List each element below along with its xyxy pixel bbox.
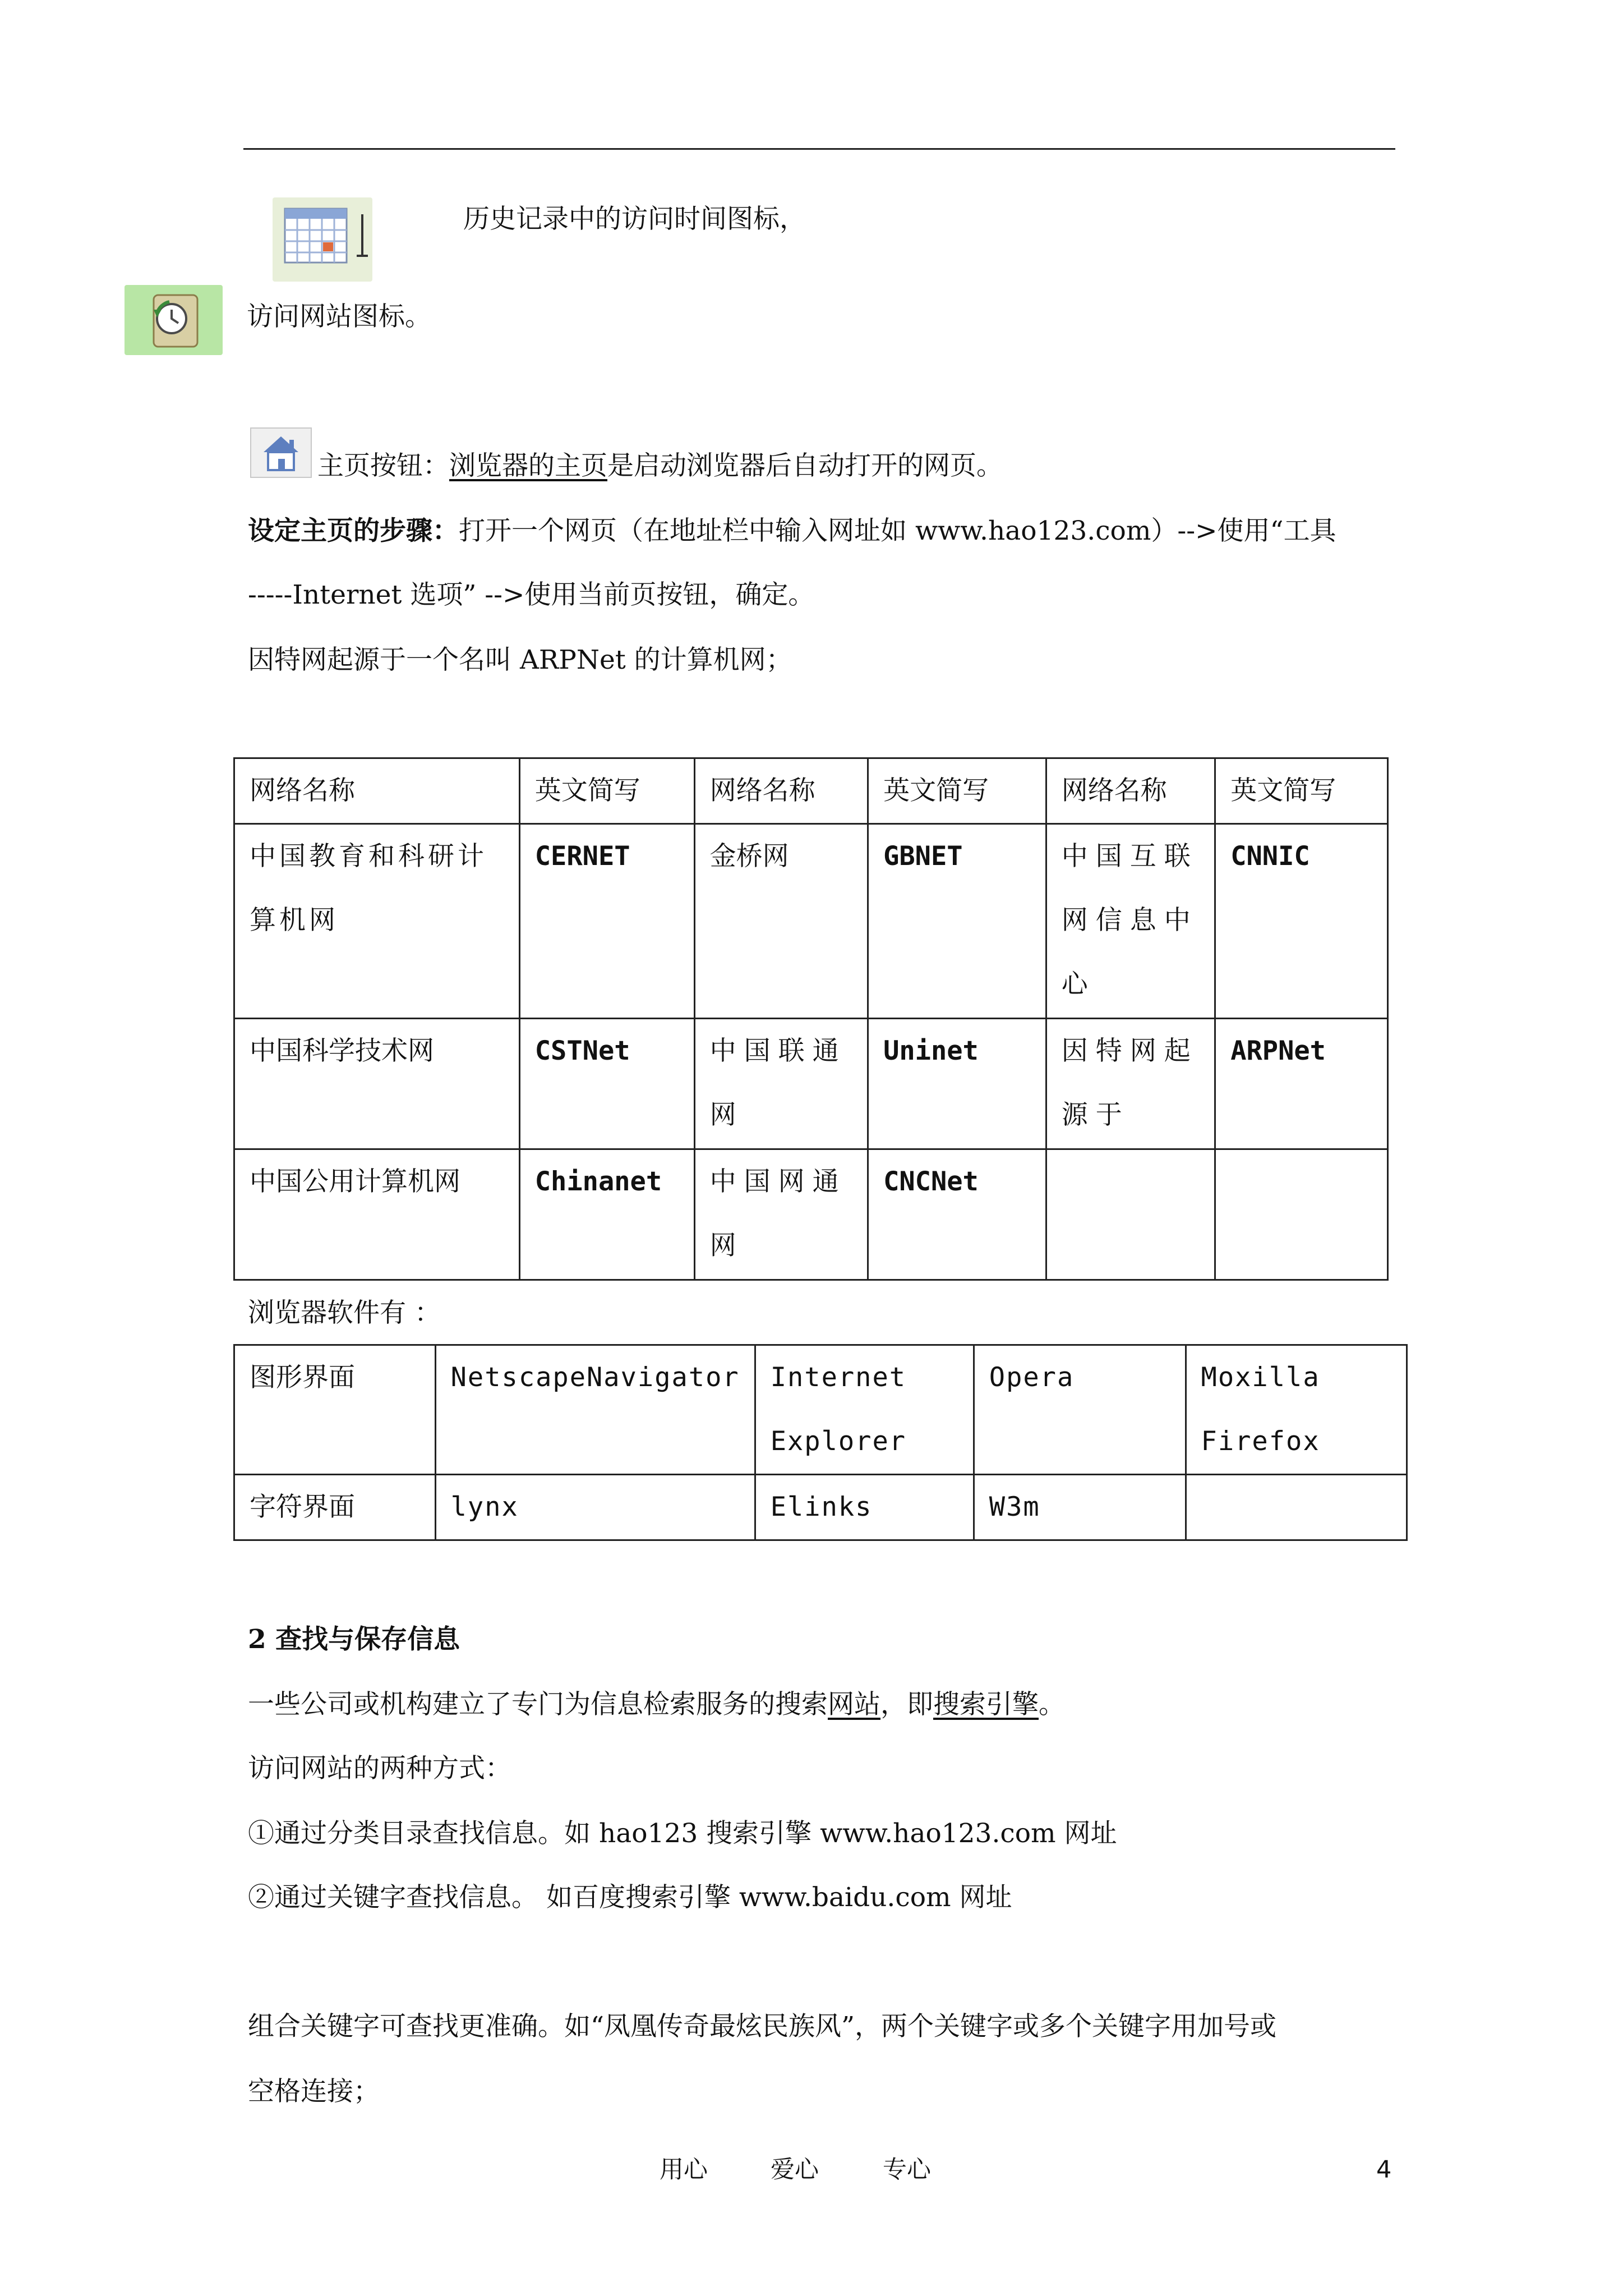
table-cell: Chinanet xyxy=(519,1149,694,1280)
table-row xyxy=(234,1475,1407,1540)
table-cell: 图形界面 xyxy=(234,1345,436,1475)
table-header-cell: 英文简写 xyxy=(868,758,1046,824)
footer-word: 专心 xyxy=(883,2156,931,2184)
combine-keywords-text-continued: 空格连接； xyxy=(248,2076,380,2107)
table-cell: CNCNet xyxy=(868,1149,1046,1280)
table-cell: CERNET xyxy=(519,824,694,1019)
table-cell: 字符界面 xyxy=(234,1475,436,1540)
network-table xyxy=(233,757,1389,1281)
table-row xyxy=(234,824,1388,1019)
table-header-cell: 网络名称 xyxy=(1046,758,1215,824)
table-cell xyxy=(1046,1149,1215,1280)
table-cell: Opera xyxy=(974,1345,1186,1475)
homepage-steps-line xyxy=(248,512,1336,551)
table-row xyxy=(234,1019,1388,1149)
browser-table xyxy=(233,1344,1408,1541)
two-ways-heading: 访问网站的两种方式： xyxy=(248,1753,511,1784)
homepage-steps-text: 打开一个网页（在地址栏中输入网址如 www.hao123.com）-->使用“工具 xyxy=(459,516,1336,546)
header-rule xyxy=(243,148,1395,150)
browser-homepage-link[interactable]: 浏览器的主页 xyxy=(449,450,607,481)
history-icon-caption: 访问网站图标。 xyxy=(247,301,431,332)
home-button-line xyxy=(317,447,1003,486)
table-cell: Internet Explorer xyxy=(755,1345,974,1475)
section-title: 2 查找与保存信息 xyxy=(248,1624,460,1655)
home-button-description: 是启动浏览器后自动打开的网页。 xyxy=(607,450,1003,481)
table-header-cell: 英文简写 xyxy=(1215,758,1388,824)
table-cell: Elinks xyxy=(755,1475,974,1540)
calendar-grid-icon xyxy=(273,197,372,282)
internet-origin-text: 因特网起源于一个名叫 ARPNet 的计算机网； xyxy=(248,645,792,675)
table-cell: GBNET xyxy=(868,824,1046,1019)
home-icon xyxy=(250,427,312,478)
search-engine-line xyxy=(248,1685,1065,1724)
table-cell: 中国教育和科研计算机网 xyxy=(234,824,520,1019)
table-row xyxy=(234,1149,1388,1280)
home-button-label: 主页按钮： xyxy=(317,450,449,481)
table-row xyxy=(234,1345,1407,1475)
search-engine-link[interactable]: 搜索引擎 xyxy=(933,1689,1039,1720)
website-link[interactable]: 网站 xyxy=(828,1689,880,1720)
table-cell: CNNIC xyxy=(1215,824,1388,1019)
combine-keywords-text: 组合关键字可查找更准确。如“凤凰传奇最炫民族风”，两个关键字或多个关键字用加号或 xyxy=(248,2011,1277,2042)
footer-word: 爱心 xyxy=(771,2156,819,2184)
way-one-text: ①通过分类目录查找信息。如 hao123 搜索引擎 www.hao123.com 网址 xyxy=(248,1818,1117,1849)
homepage-steps-label: 设定主页的步骤： xyxy=(248,516,459,546)
table-cell xyxy=(1186,1475,1407,1540)
calendar-icon-caption: 历史记录中的访问时间图标， xyxy=(463,204,806,234)
table-cell: 中国公用计算机网 xyxy=(234,1149,520,1280)
table-cell: CSTNet xyxy=(519,1019,694,1149)
table-header-cell: 网络名称 xyxy=(694,758,868,824)
search-engine-text: 一些公司或机构建立了专门为信息检索服务的搜索 xyxy=(248,1689,828,1720)
table-header-row xyxy=(234,758,1388,824)
table-cell: Moxilla Firefox xyxy=(1186,1345,1407,1475)
table-header-cell: 英文简写 xyxy=(519,758,694,824)
table-cell: 金桥网 xyxy=(694,824,868,1019)
history-clock-icon xyxy=(125,285,223,355)
table-cell: Uninet xyxy=(868,1019,1046,1149)
table-cell: NetscapeNavigator xyxy=(435,1345,755,1475)
footer-word: 用心 xyxy=(660,2156,708,2184)
page-number: 4 xyxy=(1376,2156,1392,2184)
table-cell: 中国科学技术网 xyxy=(234,1019,520,1149)
browser-software-heading: 浏览器软件有 ： xyxy=(248,1297,441,1328)
search-engine-text-end: 。 xyxy=(1039,1689,1065,1720)
way-two-text: ②通过关键字查找信息。 如百度搜索引擎 www.baidu.com 网址 xyxy=(248,1882,1012,1913)
table-header-cell: 网络名称 xyxy=(234,758,520,824)
table-cell: ARPNet xyxy=(1215,1019,1388,1149)
table-cell: 因特网起源于 xyxy=(1046,1019,1215,1149)
homepage-steps-continued: -----Internet 选项” -->使用当前页按钮，确定。 xyxy=(248,579,815,610)
table-cell xyxy=(1215,1149,1388,1280)
table-cell: W3m xyxy=(974,1475,1186,1540)
search-engine-text-mid: ，即 xyxy=(880,1689,933,1720)
table-cell: 中国联通网 xyxy=(694,1019,868,1149)
table-cell: 中国网通网 xyxy=(694,1149,868,1280)
table-cell: 中国互联网信息中心 xyxy=(1046,824,1215,1019)
table-cell: lynx xyxy=(435,1475,755,1540)
